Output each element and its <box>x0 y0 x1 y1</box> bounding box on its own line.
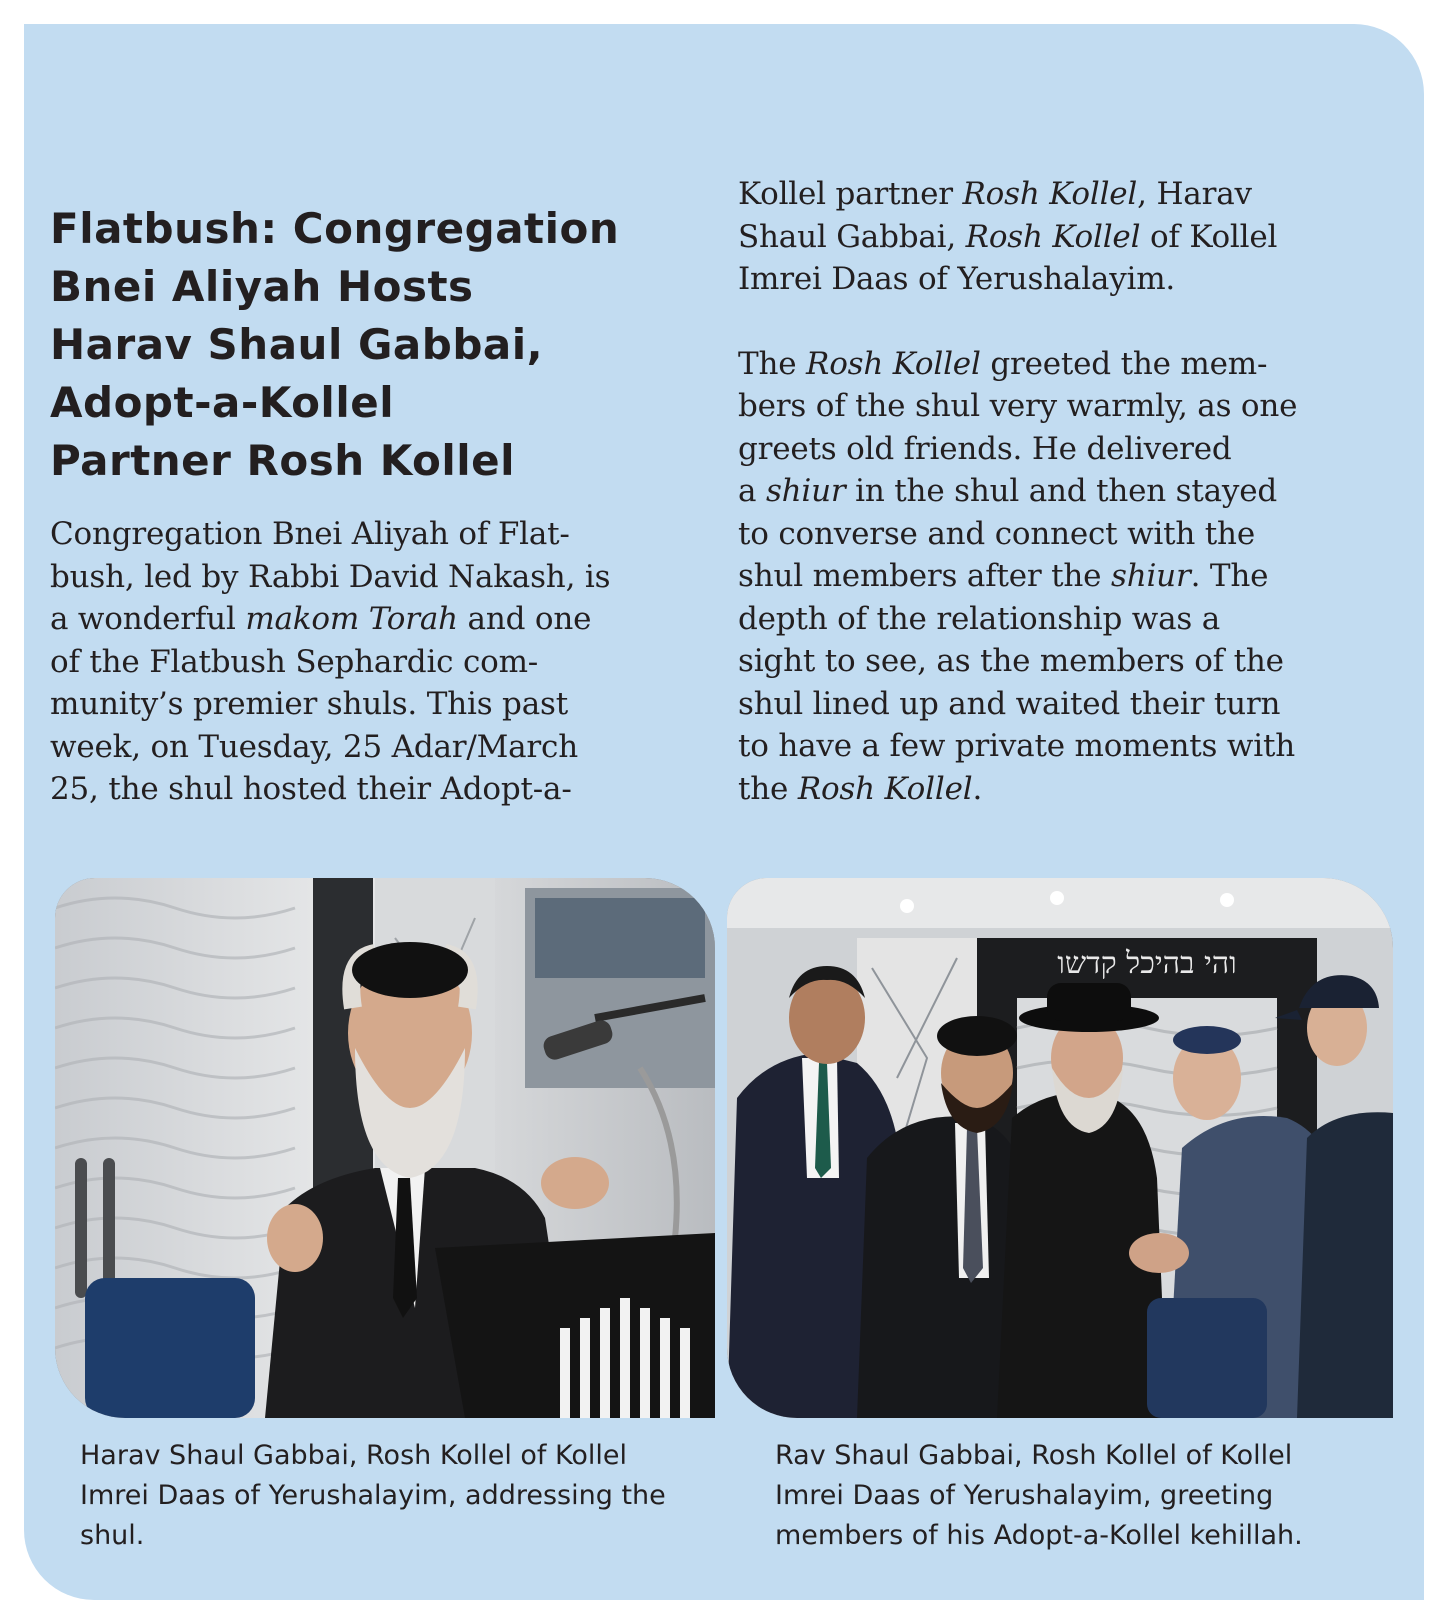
kippah <box>1173 1026 1241 1054</box>
handshake <box>1129 1233 1189 1273</box>
door-handle <box>103 1158 115 1298</box>
body-line: of the Flatbush Sephardic com- <box>50 643 539 680</box>
photo-caption-left <box>80 1436 666 1556</box>
body-line: munity’s premier shuls. This past <box>50 686 568 722</box>
body-line: 25, the shul hosted their Adopt-a- <box>50 771 572 807</box>
body-line: sight to see, as the members of the <box>738 643 1284 679</box>
italic-term: Rosh Kollel <box>797 770 973 807</box>
body-column-left <box>50 513 690 811</box>
body-line: shul lined up and waited their turn <box>738 685 1281 722</box>
body-line: depth of the relationship was a <box>738 600 1221 637</box>
door-handle <box>75 1158 87 1298</box>
body-line: bush, led by Rabbi David Nakash, is <box>50 558 611 595</box>
caption-line: Rav Shaul Gabbai, Rosh Kollel of Kollel <box>775 1440 1293 1471</box>
paragraph <box>738 173 1398 301</box>
caption-line: members of his Adopt-a-Kollel kehillah. <box>775 1520 1303 1551</box>
body-line: a shiur in the shul and then stayed <box>738 473 1278 509</box>
headline-line: Flatbush: Congregation <box>50 204 620 253</box>
body-line: greets old friends. He delivered <box>738 430 1232 467</box>
italic-term: shiur <box>765 473 846 509</box>
body-line: Imrei Daas of Yerushalayim. <box>738 261 1176 297</box>
kippah <box>352 942 468 998</box>
italic-term: makom Torah <box>245 601 458 637</box>
italic-term: Rosh Kollel <box>962 176 1138 212</box>
body-line: a wonderful makom Torah and one <box>50 601 592 637</box>
headline-line: Bnei Aliyah Hosts <box>50 262 474 311</box>
caption-line: Imrei Daas of Yerushalayim, addressing the <box>80 1480 666 1511</box>
hat-crown <box>1047 983 1131 1021</box>
ceiling-light <box>1050 891 1064 905</box>
hebrew-sign: והי בהיכל קדשו <box>1057 946 1237 981</box>
paragraph <box>738 343 1398 811</box>
blue-chair <box>85 1278 255 1418</box>
kippah <box>937 1016 1017 1056</box>
italic-term: shiur <box>1110 558 1191 594</box>
headline <box>50 200 700 490</box>
bookshelf-row <box>535 898 705 978</box>
caption-line: Harav Shaul Gabbai, Rosh Kollel of Kollel <box>80 1440 628 1471</box>
photo-illustration <box>55 878 715 1418</box>
body-line: The Rosh Kollel greeted the mem- <box>738 345 1268 382</box>
italic-term: Rosh Kollel <box>806 345 981 382</box>
ceiling-light <box>1220 893 1234 907</box>
hand <box>541 1157 609 1209</box>
body-line: week, on Tuesday, 25 Adar/March <box>50 728 578 765</box>
caption-line: shul. <box>80 1520 145 1551</box>
headline-line: Partner Rosh Kollel <box>50 436 516 485</box>
body-line: bers of the shul very warmly, as one <box>738 388 1298 424</box>
body-line: to converse and connect with the <box>738 515 1255 552</box>
body-line: Kollel partner Rosh Kollel, Harav <box>738 176 1252 212</box>
body-line: Congregation Bnei Aliyah of Flat- <box>50 516 570 552</box>
italic-term: Rosh Kollel <box>965 218 1141 255</box>
ceiling-light <box>900 899 914 913</box>
hand <box>267 1204 323 1272</box>
body-line: Shaul Gabbai, Rosh Kollel of Kollel <box>738 218 1278 255</box>
lectern <box>435 1233 715 1418</box>
body-column-right <box>738 173 1398 810</box>
photo-illustration <box>727 878 1393 1418</box>
body-line: to have a few private moments with <box>738 728 1295 764</box>
caption-line: Imrei Daas of Yerushalayim, greeting <box>775 1480 1274 1511</box>
headline-line: Harav Shaul Gabbai, <box>50 320 544 369</box>
body-line: shul members after the shiur. The <box>738 558 1269 594</box>
photo-rabbi-addressing-shul <box>55 878 715 1418</box>
headline-line: Adopt-a-Kollel <box>50 378 395 427</box>
blue-chair <box>1147 1298 1267 1418</box>
person-jacket <box>1297 1112 1393 1418</box>
photo-rav-greeting-members <box>727 878 1393 1418</box>
photo-caption-right <box>775 1436 1303 1556</box>
body-line: the Rosh Kollel. <box>738 770 983 807</box>
